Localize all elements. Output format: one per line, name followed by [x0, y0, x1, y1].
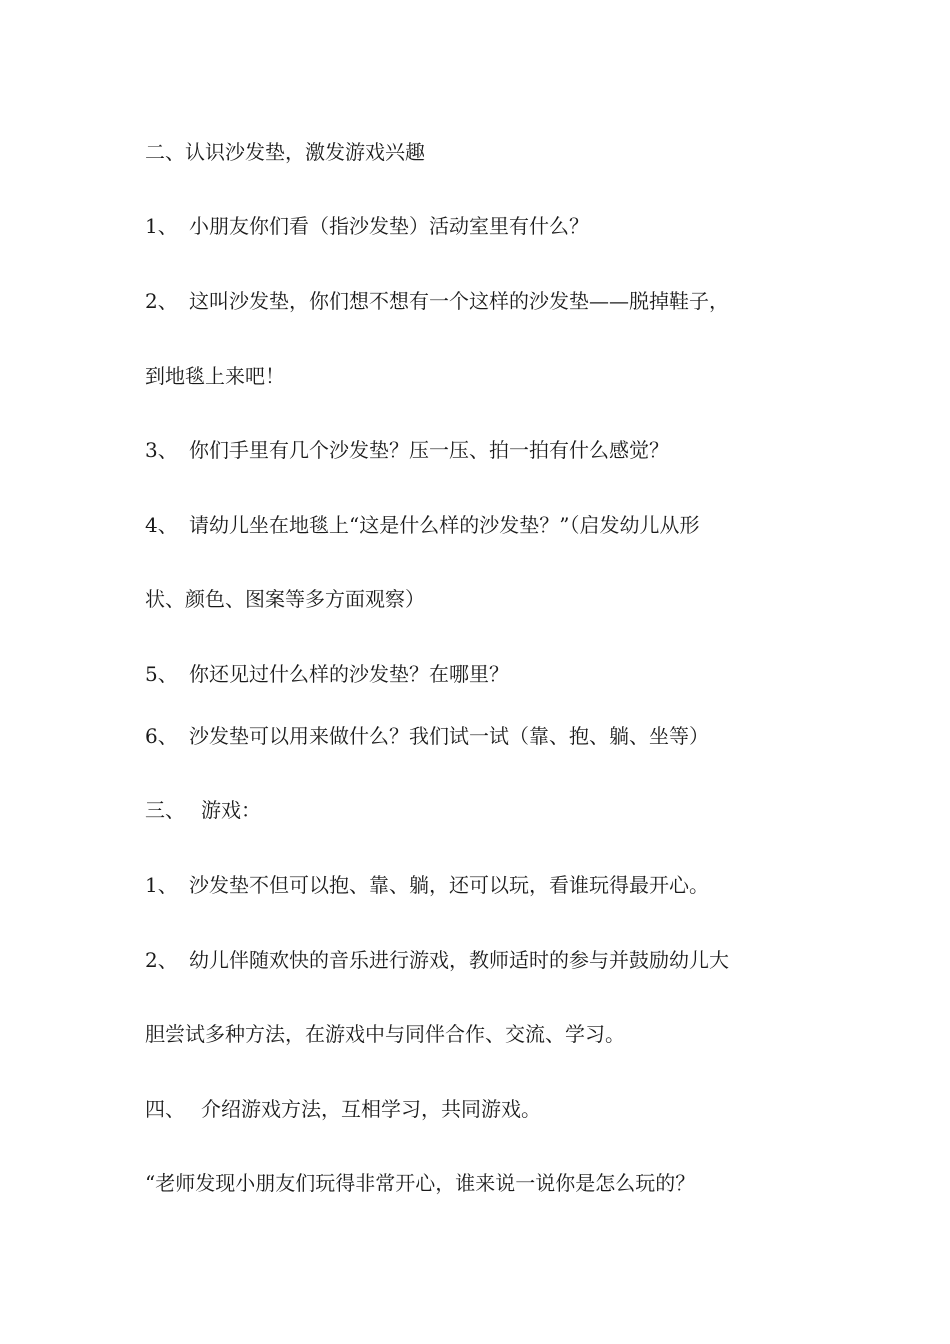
list-item-2-continued [145, 1020, 625, 1048]
list-number: 2、 [145, 289, 178, 313]
list-number: 1、 [145, 214, 178, 238]
list-number: 2、 [145, 948, 178, 972]
line-text: 二、认识沙发垫，激发游戏兴趣 [145, 140, 425, 164]
list-number: 1、 [145, 873, 178, 897]
section-number: 三、 [145, 798, 185, 822]
list-item-2 [145, 287, 729, 315]
line-text: 你们手里有几个沙发垫？压一压、拍一拍有什么感觉？ [189, 438, 669, 462]
list-item-4 [145, 511, 699, 539]
line-text: 请幼儿坐在地毯上“这是什么样的沙发垫？”（启发幼儿从形 [189, 513, 700, 537]
list-item-6 [145, 722, 709, 750]
line-text: 沙发垫可以用来做什么？我们试一试（靠、抱、躺、坐等） [189, 724, 709, 748]
quote-paragraph [145, 1169, 695, 1197]
line-text: 你还见过什么样的沙发垫？在哪里？ [189, 662, 509, 686]
list-item-3 [145, 436, 669, 464]
list-item-5 [145, 660, 509, 688]
section-heading-4 [145, 1095, 541, 1123]
section-heading-3 [145, 796, 261, 824]
list-number: 3、 [145, 438, 178, 462]
list-item-4-continued [145, 585, 425, 613]
list-number: 6、 [145, 724, 178, 748]
list-item-1 [145, 212, 589, 240]
line-text: 沙发垫不但可以抱、靠、躺，还可以玩，看谁玩得最开心。 [189, 873, 709, 897]
line-text: 胆尝试多种方法，在游戏中与同伴合作、交流、学习。 [145, 1022, 625, 1046]
section-number: 四、 [145, 1097, 185, 1121]
section-heading-2 [145, 138, 425, 166]
list-item-1 [145, 871, 709, 899]
line-text: “老师发现小朋友们玩得非常开心，谁来说一说你是怎么玩的？ [145, 1171, 696, 1195]
line-text: 介绍游戏方法，互相学习，共同游戏。 [201, 1097, 541, 1121]
line-text: 这叫沙发垫，你们想不想有一个这样的沙发垫——脱掉鞋子， [189, 289, 729, 313]
list-item-2 [145, 946, 729, 974]
line-text: 小朋友你们看（指沙发垫）活动室里有什么？ [189, 214, 589, 238]
line-text: 到地毯上来吧！ [145, 364, 285, 388]
line-text: 状、颜色、图案等多方面观察） [145, 587, 425, 611]
list-number: 4、 [145, 513, 178, 537]
list-number: 5、 [145, 662, 178, 686]
line-text: 幼儿伴随欢快的音乐进行游戏，教师适时的参与并鼓励幼儿大 [189, 948, 729, 972]
line-text: 游戏： [201, 798, 261, 822]
list-item-2-continued [145, 362, 285, 390]
